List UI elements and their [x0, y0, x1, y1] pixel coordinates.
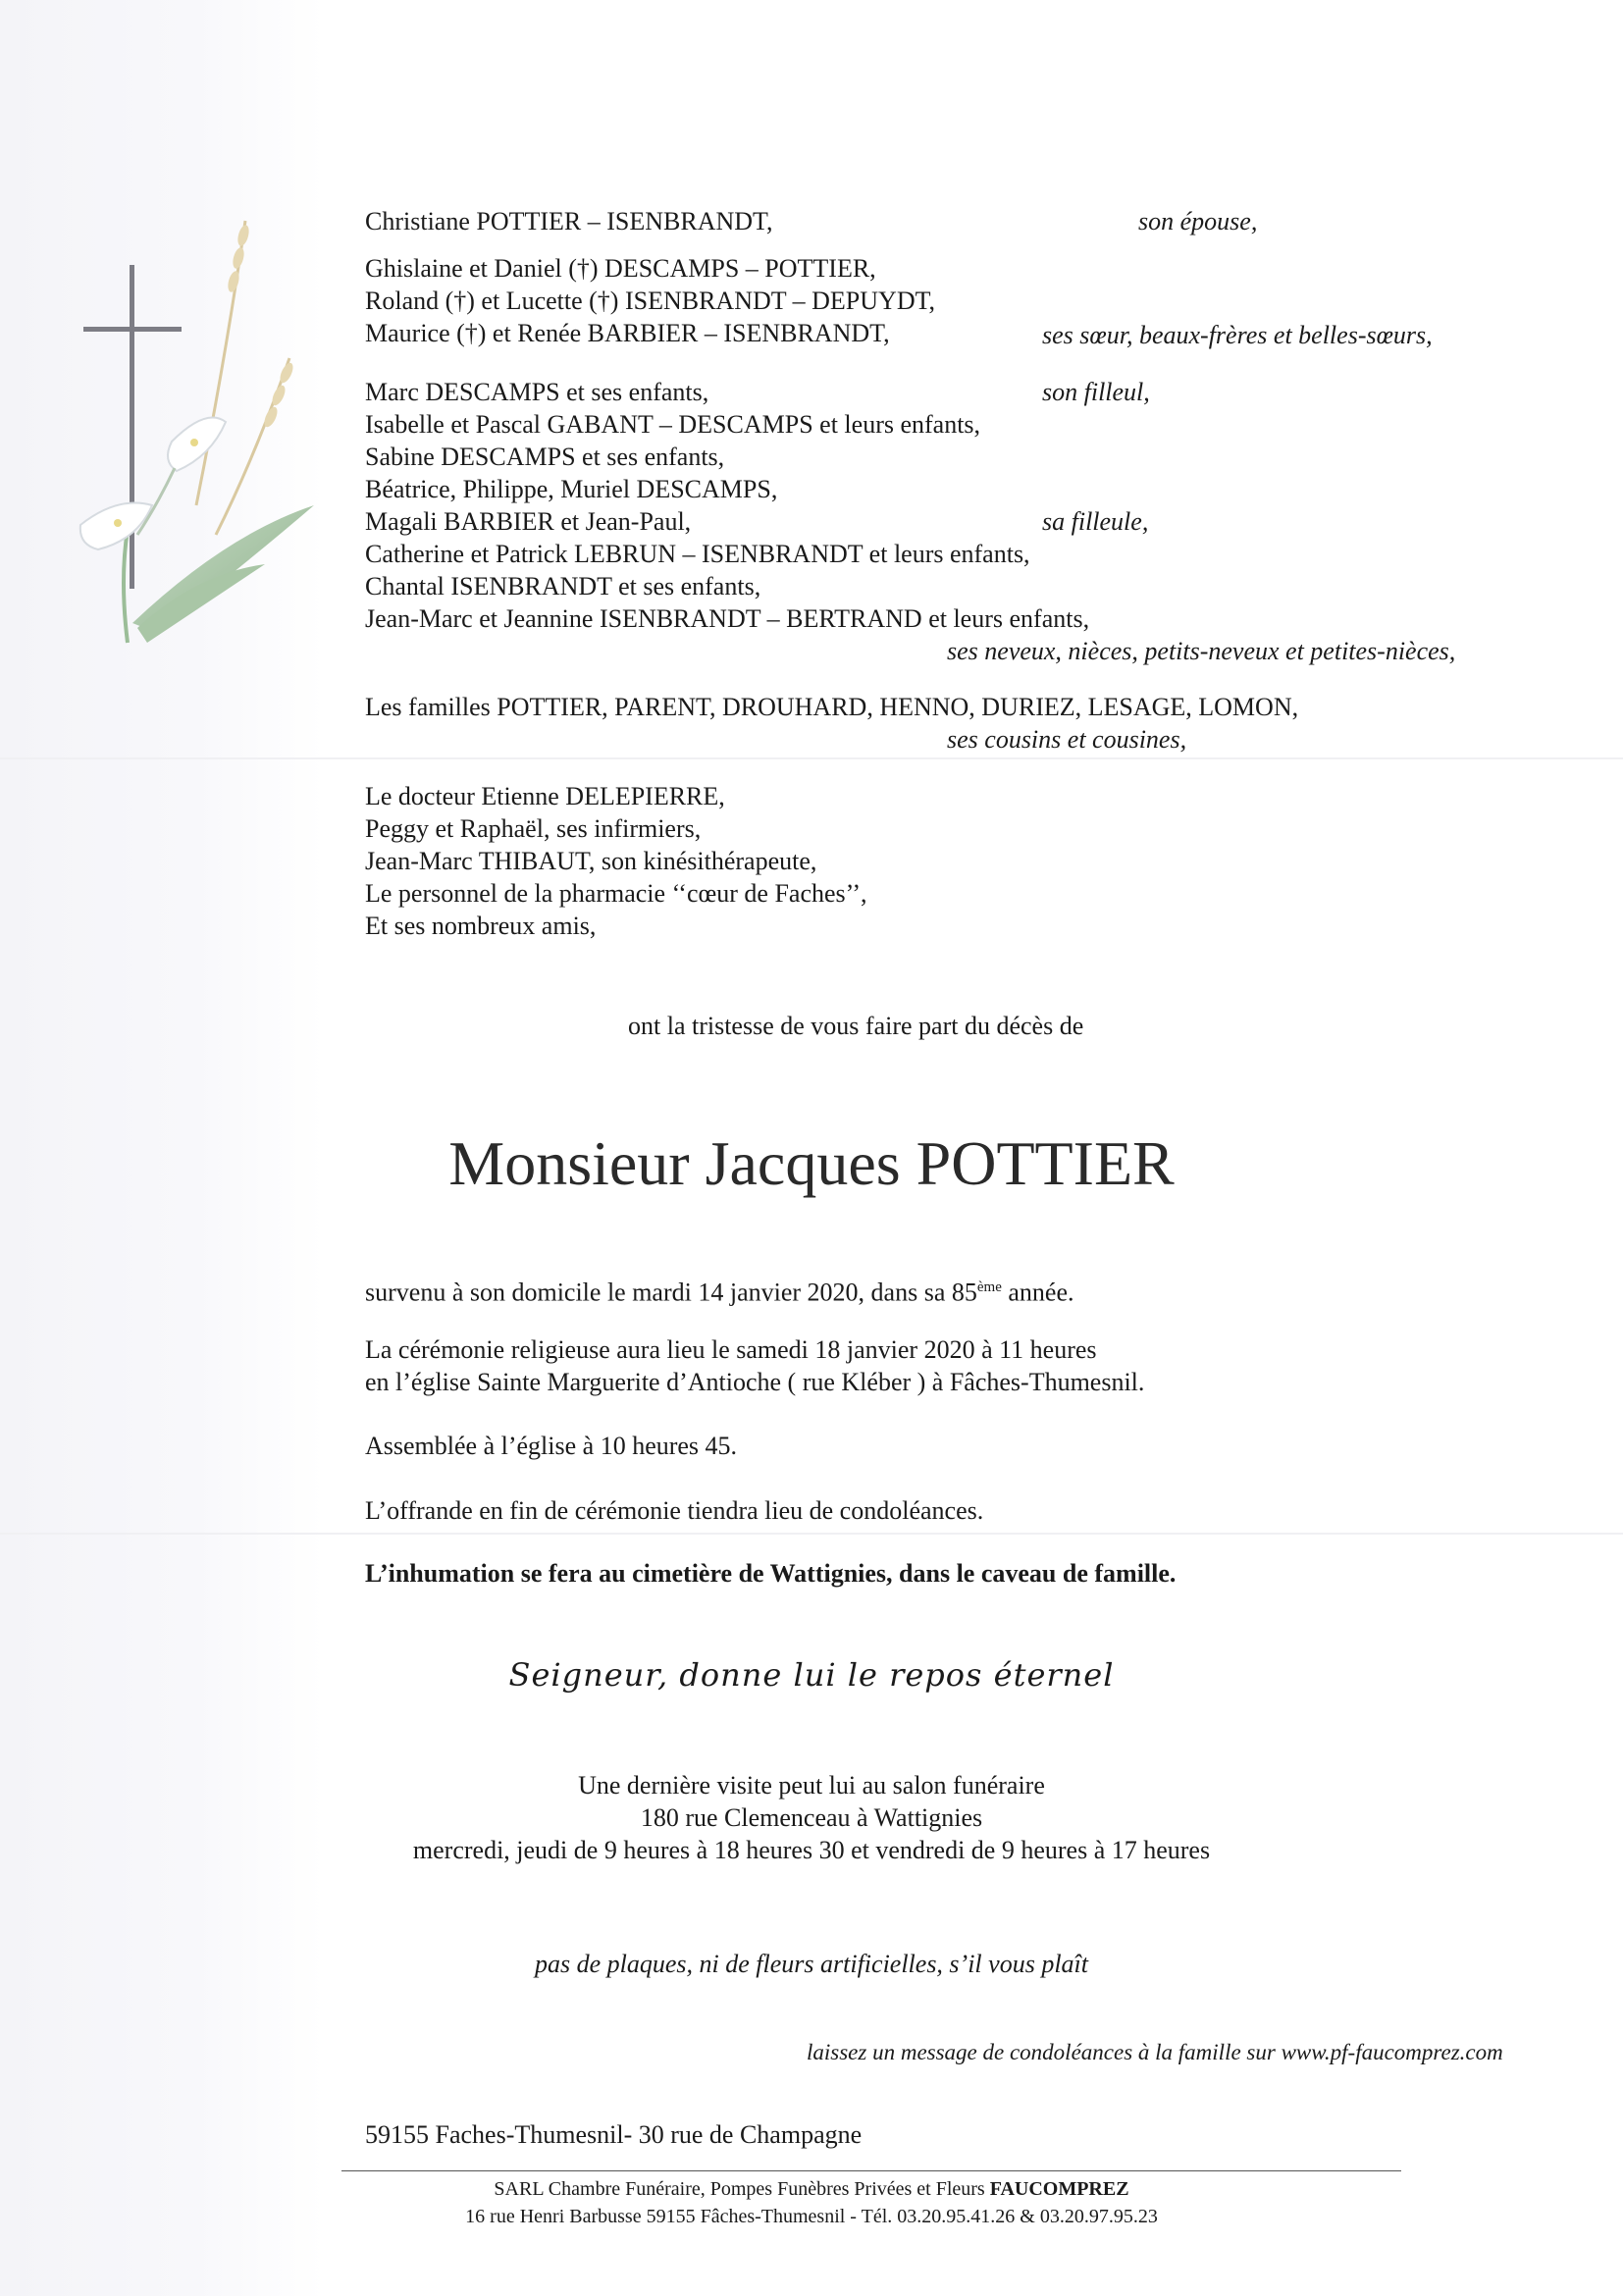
visit-line: mercredi, jeudi de 9 heures à 18 heures 30 et vendredi de 9 heures à 17 heures — [412, 1836, 1211, 1864]
siblings-role: ses sœur, beaux-frères et belles-sœurs, — [1042, 321, 1433, 349]
sibling-line: Maurice (†) et Renée BARBIER – ISENBRANDT, — [365, 319, 890, 347]
paper-fold-line — [0, 757, 1623, 759]
burial-line: L’inhumation se fera au cimetière de Wattignies, dans le caveau de famille. — [365, 1559, 1177, 1588]
godson-role: son filleul, — [1042, 378, 1150, 406]
death-text: survenu à son domicile le mardi 14 janvier 2020, dans sa 85 — [365, 1278, 977, 1307]
other-line: Peggy et Raphaël, ses infirmiers, — [365, 814, 702, 843]
nephew-line: Chantal ISENBRANDT et ses enfants, — [365, 572, 761, 600]
spouse-name: Christiane POTTIER – ISENBRANDT, — [365, 207, 773, 235]
footer-divider — [341, 2170, 1401, 2171]
nephew-line: Isabelle et Pascal GABANT – DESCAMPS et leurs enfants, — [365, 410, 981, 439]
ceremony-line: en l’église Sainte Marguerite d’Antioche ( rue Kléber ) à Fâches-Thumesnil. — [365, 1368, 1145, 1396]
nephew-line: Magali BARBIER et Jean-Paul, — [365, 507, 692, 536]
prayer-text: Seigneur, donne lui le repos éternel — [508, 1656, 1115, 1694]
flowers-note: pas de plaques, ni de fleurs artificielles, s’il vous plaît — [534, 1950, 1088, 1978]
footer-company-prefix: SARL Chambre Funéraire, Pompes Funèbres Privées et Fleurs — [494, 2178, 990, 2200]
nephew-line: Jean-Marc et Jeannine ISENBRANDT – BERTRAND et leurs enfants, — [365, 604, 1090, 633]
other-line: Jean-Marc THIBAUT, son kinésithérapeute, — [365, 847, 817, 875]
paper-fold-line — [0, 1533, 1623, 1535]
sibling-line: Ghislaine et Daniel (†) DESCAMPS – POTTIER, — [365, 254, 876, 283]
assembly-line: Assemblée à l’église à 10 heures 45. — [365, 1432, 738, 1460]
families-role: ses cousins et cousines, — [947, 725, 1187, 754]
ceremony-line: La cérémonie religieuse aura lieu le samedi 18 janvier 2020 à 11 heures — [365, 1335, 1097, 1364]
other-line: Le personnel de la pharmacie ‘‘cœur de Faches’’, — [365, 879, 867, 908]
nephew-line: Béatrice, Philippe, Muriel DESCAMPS, — [365, 475, 778, 503]
death-text-end: année. — [1001, 1278, 1074, 1307]
families-line: Les familles POTTIER, PARENT, DROUHARD, HENNO, DURIEZ, LESAGE, LOMON, — [365, 693, 1299, 721]
goddaughter-role: sa filleule, — [1042, 507, 1149, 536]
other-line: Et ses nombreux amis, — [365, 912, 597, 940]
visit-line: Une dernière visite peut lui au salon funéraire — [578, 1771, 1045, 1800]
sibling-line: Roland (†) et Lucette (†) ISENBRANDT – DEPUYDT, — [365, 287, 936, 315]
deceased-name: Monsieur Jacques POTTIER — [448, 1128, 1175, 1198]
announcement-text: ont la tristesse de vous faire part du décès de — [628, 1012, 1084, 1040]
offering-line: L’offrande en fin de cérémonie tiendra lieu de condoléances. — [365, 1496, 984, 1525]
death-sup: ème — [976, 1279, 1002, 1295]
footer-company — [0, 2176, 1623, 2202]
nephew-line: Sabine DESCAMPS et ses enfants, — [365, 443, 725, 471]
footer-company-name: FAUCOMPREZ — [989, 2178, 1129, 2200]
condolence-note: laissez un message de condoléances à la famille sur www.pf-faucomprez.com — [807, 2040, 1503, 2064]
nephew-line: Catherine et Patrick LEBRUN – ISENBRANDT et leurs enfants, — [365, 540, 1030, 568]
footer-contact: 16 rue Henri Barbusse 59155 Fâches-Thumesnil - Tél. 03.20.95.41.26 & 03.20.97.95.23 — [465, 2206, 1158, 2227]
death-details — [365, 1272, 1073, 1309]
family-address: 59155 Faches-Thumesnil- 30 rue de Champagne — [365, 2120, 863, 2149]
nephew-line: Marc DESCAMPS et ses enfants, — [365, 378, 709, 406]
spouse-role: son épouse, — [1138, 207, 1258, 235]
nephews-role: ses neveux, nièces, petits-neveux et petites-nièces, — [947, 637, 1456, 665]
other-line: Le docteur Etienne DELEPIERRE, — [365, 782, 725, 810]
visit-line: 180 rue Clemenceau à Wattignies — [640, 1803, 983, 1832]
cross-lily-icon — [79, 211, 334, 662]
